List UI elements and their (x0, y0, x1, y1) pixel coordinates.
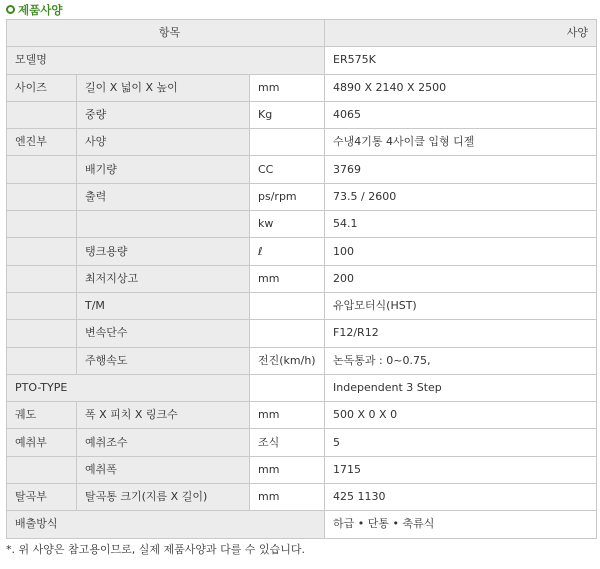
row-category (7, 238, 77, 265)
table-row (7, 511, 597, 538)
discharge-value: 하급 • 단통 • 축류식 (325, 511, 597, 538)
row-category: 사이즈 (7, 74, 77, 101)
footnote: *. 위 사양은 참고용이므로, 실제 제품사양과 다를 수 있습니다. (6, 543, 305, 556)
row-value: 1715 (325, 456, 597, 483)
row-value: 4890 X 2140 X 2500 (325, 74, 597, 101)
table-row (7, 320, 597, 347)
row-item (77, 211, 250, 238)
table-row (7, 211, 597, 238)
row-unit: mm (250, 484, 325, 511)
row-value: 수냉4기통 4사이클 입형 디젤 (325, 129, 597, 156)
header-item: 항목 (7, 20, 325, 47)
row-unit (250, 292, 325, 319)
row-item: 예취폭 (77, 456, 250, 483)
section-heading (6, 1, 62, 19)
row-category (7, 456, 77, 483)
table-row (7, 484, 597, 511)
row-item: 폭 X 피치 X 링크수 (77, 402, 250, 429)
row-unit: ℓ (250, 238, 325, 265)
row-item: 변속단수 (77, 320, 250, 347)
table-row (7, 183, 597, 210)
row-unit (250, 320, 325, 347)
row-value: F12/R12 (325, 320, 597, 347)
row-category (7, 320, 77, 347)
table-row (7, 374, 597, 401)
circle-bullet-icon (6, 5, 15, 14)
row-unit: mm (250, 265, 325, 292)
row-unit: Kg (250, 101, 325, 128)
table-row (7, 74, 597, 101)
row-category (7, 156, 77, 183)
row-item: 탈곡통 크기(지름 X 길이) (77, 484, 250, 511)
row-item: 사양 (77, 129, 250, 156)
row-unit (250, 129, 325, 156)
row-category (7, 211, 77, 238)
header-spec: 사양 (325, 20, 597, 47)
table-row (7, 47, 597, 74)
pto-label: PTO-TYPE (7, 374, 250, 401)
row-item: 배기량 (77, 156, 250, 183)
row-category: 예취부 (7, 429, 77, 456)
row-item: 중량 (77, 101, 250, 128)
section-title: 제품사양 (18, 3, 63, 17)
row-item: 주행속도 (77, 347, 250, 374)
row-category: 엔진부 (7, 129, 77, 156)
row-category (7, 101, 77, 128)
row-item: T/M (77, 292, 250, 319)
table-row (7, 265, 597, 292)
model-label: 모델명 (7, 47, 325, 74)
row-category (7, 292, 77, 319)
row-item: 출력 (77, 183, 250, 210)
pto-unit (250, 374, 325, 401)
table-row (7, 101, 597, 128)
row-value: 5 (325, 429, 597, 456)
row-value: 100 (325, 238, 597, 265)
table-row (7, 456, 597, 483)
row-unit: mm (250, 456, 325, 483)
table-header-row (7, 20, 597, 47)
pto-value: Independent 3 Step (325, 374, 597, 401)
table-row (7, 156, 597, 183)
table-row (7, 429, 597, 456)
row-value: 54.1 (325, 211, 597, 238)
discharge-label: 배출방식 (7, 511, 325, 538)
table-row (7, 402, 597, 429)
row-value: 200 (325, 265, 597, 292)
table-row (7, 129, 597, 156)
row-value: 73.5 / 2600 (325, 183, 597, 210)
row-item: 최저지상고 (77, 265, 250, 292)
row-value: 500 X 0 X 0 (325, 402, 597, 429)
row-category: 탈곡부 (7, 484, 77, 511)
model-value: ER575K (325, 47, 597, 74)
row-category: 궤도 (7, 402, 77, 429)
row-item: 탱크용량 (77, 238, 250, 265)
row-value: 4065 (325, 101, 597, 128)
table-row (7, 292, 597, 319)
row-unit: ps/rpm (250, 183, 325, 210)
spec-table (6, 19, 597, 539)
row-unit: 전진(km/h) (250, 347, 325, 374)
row-category (7, 265, 77, 292)
row-unit: kw (250, 211, 325, 238)
table-row (7, 238, 597, 265)
row-unit: CC (250, 156, 325, 183)
row-value: 논독통과 : 0~0.75, (325, 347, 597, 374)
row-value: 유압모터식(HST) (325, 292, 597, 319)
row-unit: 조식 (250, 429, 325, 456)
row-unit: mm (250, 402, 325, 429)
row-value: 3769 (325, 156, 597, 183)
row-item: 예취조수 (77, 429, 250, 456)
row-category (7, 347, 77, 374)
table-row (7, 347, 597, 374)
row-unit: mm (250, 74, 325, 101)
row-category (7, 183, 77, 210)
row-item: 길이 X 넓이 X 높이 (77, 74, 250, 101)
row-value: 425 1130 (325, 484, 597, 511)
